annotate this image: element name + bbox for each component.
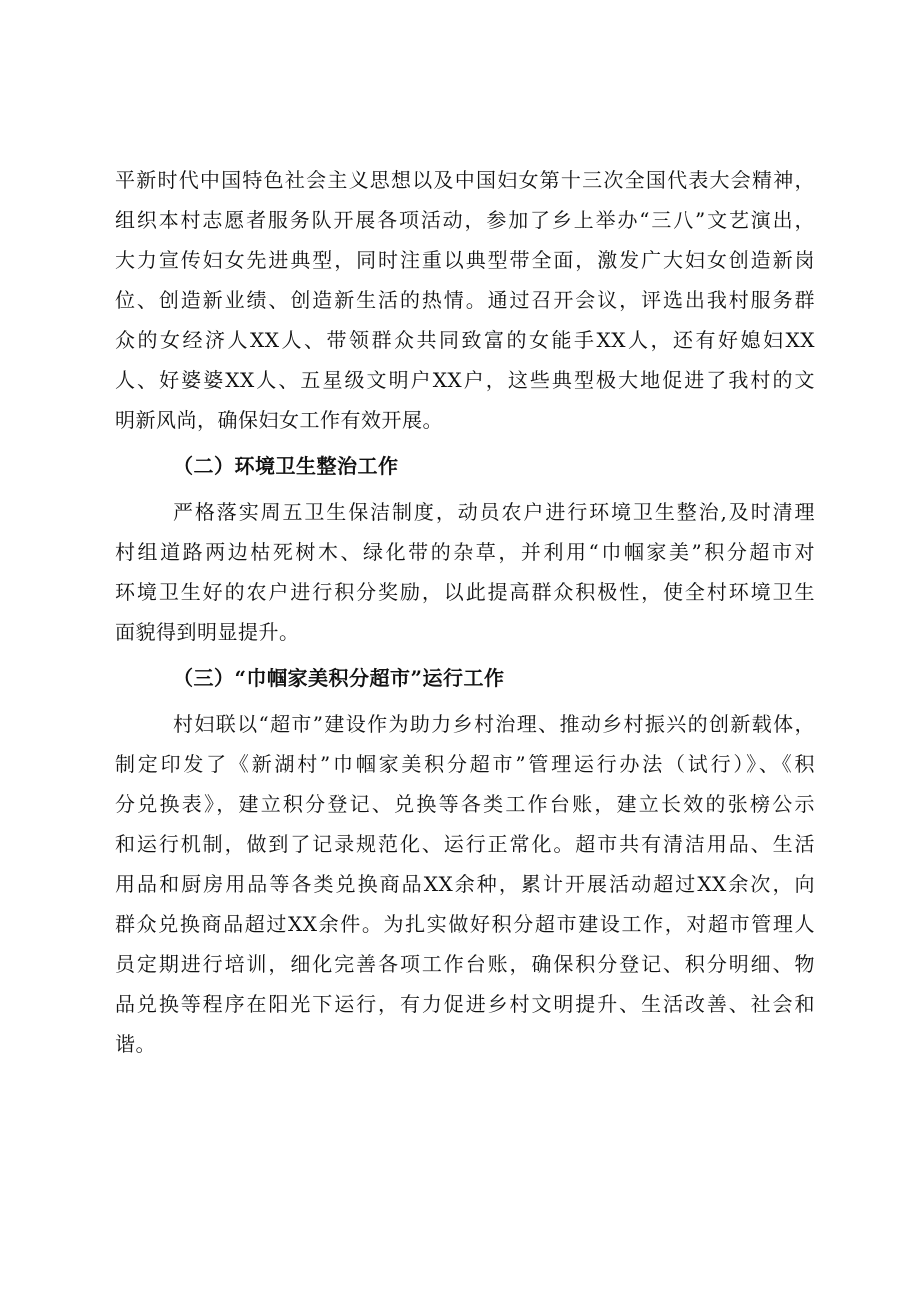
- section-heading-environment: （二）环境卫生整治工作: [173, 454, 399, 478]
- text-line: 分兑换表》，建立积分登记、兑换等各类工作台账，建立长效的张榜公示: [115, 792, 815, 816]
- text-line: 环境卫生好的农户进行积分奖励，以此提高群众积极性，使全村环境卫生: [115, 580, 815, 604]
- text-line: 村妇联以“超市”建设作为助力乡村治理、推动乡村振兴的创新载体，: [173, 712, 815, 736]
- text-line: 群众兑换商品超过XX余件。为扎实做好积分超市建设工作，对超市管理人: [115, 912, 815, 936]
- text-line: 谐。: [115, 1032, 156, 1056]
- text-line: 和运行机制，做到了记录规范化、运行正常化。超市共有清洁用品、生活: [115, 832, 815, 856]
- text-line: 面貌得到明显提升。: [115, 620, 300, 644]
- text-line: 员定期进行培训，细化完善各项工作台账，确保积分登记、积分明细、物: [115, 952, 815, 976]
- text-line: 组织本村志愿者服务队开展各项活动，参加了乡上举办“三八”文艺演出，: [115, 208, 815, 232]
- paragraph-points-supermarket: [115, 704, 815, 1064]
- text-line: 严格落实周五卫生保洁制度，动员农户进行环境卫生整治,及时清理: [173, 500, 815, 524]
- text-line: 制定印发了《新湖村”巾帼家美积分超市”管理运行办法（试行）》、《积: [115, 752, 815, 776]
- text-line: 众的女经济人XX人、带领群众共同致富的女能手XX人，还有好媳妇XX: [115, 328, 815, 352]
- text-line: 平新时代中国特色社会主义思想以及中国妇女第十三次全国代表大会精神，: [115, 168, 815, 192]
- paragraph-environment: [115, 492, 815, 652]
- text-line: 人、好婆婆XX人、五星级文明户XX户，这些典型极大地促进了我村的文: [115, 368, 815, 392]
- section-heading-points-supermarket: （三）“巾帼家美积分超市”运行工作: [173, 666, 505, 690]
- text-line: 大力宣传妇女先进典型，同时注重以典型带全面，激发广大妇女创造新岗: [115, 248, 815, 272]
- text-line: 品兑换等程序在阳光下运行，有力促进乡村文明提升、生活改善、社会和: [115, 992, 815, 1016]
- text-line: 位、创造新业绩、创造新生活的热情。通过召开会议，评选出我村服务群: [115, 288, 815, 312]
- text-line: 用品和厨房用品等各类兑换商品XX余种，累计开展活动超过XX余次，向: [115, 872, 815, 896]
- paragraph-women-models: [115, 160, 815, 440]
- text-line: 明新风尚，确保妇女工作有效开展。: [115, 408, 443, 432]
- text-line: 村组道路两边枯死树木、绿化带的杂草，并利用“巾帼家美”积分超市对: [115, 540, 815, 564]
- document-page: [115, 160, 815, 1064]
